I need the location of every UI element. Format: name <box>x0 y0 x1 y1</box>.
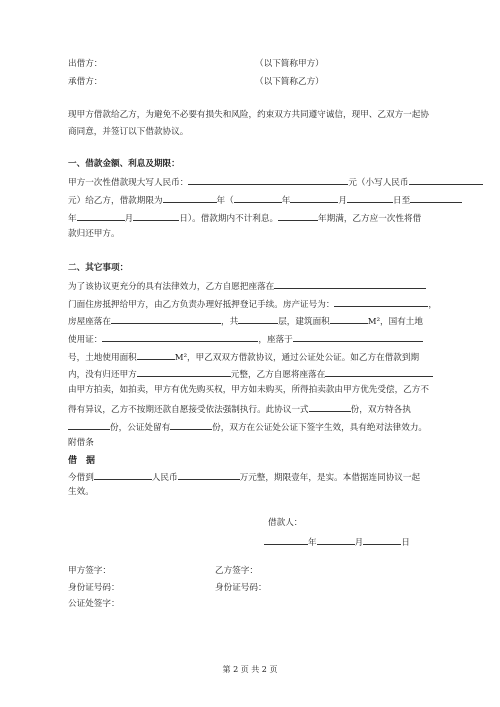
text: 甲方一次性借款现大写人民币： <box>68 178 189 188</box>
intro-line-2: 商同意，并签订以下借款协议。 <box>68 127 189 137</box>
section2-line-2 <box>68 297 437 311</box>
blank <box>137 350 175 360</box>
text: M²，国有土地 <box>367 317 423 327</box>
blank <box>409 175 483 185</box>
text: ，座落于 <box>258 335 293 345</box>
receipt-title: 借 据 <box>68 456 96 466</box>
text: ，共 <box>220 317 239 327</box>
blank <box>77 211 125 221</box>
text: 份，双方特各执 <box>350 405 411 415</box>
text: 房屋座落在 <box>68 317 111 327</box>
attachment-label: 附借条 <box>68 438 94 448</box>
section1-line-3 <box>68 211 421 225</box>
borrower-note: （以下简称乙方） <box>255 77 324 87</box>
party-a-id: 身份证号码： <box>68 583 120 593</box>
blank <box>290 193 338 203</box>
text: 人民币 <box>151 473 178 483</box>
text: 月 <box>338 196 347 206</box>
blank <box>137 367 231 377</box>
blank <box>111 314 221 324</box>
blank <box>163 193 217 203</box>
lender-line <box>68 59 102 70</box>
party-b-id: 身份证号码： <box>215 583 267 593</box>
text: 今借到 <box>68 473 94 483</box>
text: 年期满，乙方应一次性将借 <box>318 214 422 224</box>
text: 万元整，期限壹年，是实。本借据连同协议一起 <box>239 473 421 483</box>
text: 元整，乙方自愿将座落在 <box>230 370 326 380</box>
borrower-label: 承借方： <box>68 77 103 87</box>
borrower-signature-label: 借款人： <box>268 518 303 528</box>
blank <box>293 332 423 342</box>
blank <box>264 535 308 545</box>
blank <box>317 535 355 545</box>
blank <box>102 332 258 342</box>
blank <box>325 367 433 377</box>
text: 元）给乙方，借款期限为 <box>68 196 163 206</box>
section2-line-8 <box>68 402 411 416</box>
blank <box>94 470 152 480</box>
section2-heading: 二、其它事项： <box>68 263 129 273</box>
blank <box>334 297 428 307</box>
blank <box>410 193 462 203</box>
text: 年 <box>281 196 291 206</box>
text: 日 <box>401 538 410 548</box>
blank <box>238 314 278 324</box>
text: 号，土地使用面积 <box>68 353 137 363</box>
blank <box>170 420 212 430</box>
blank <box>68 420 110 430</box>
page-number: 第 2 页 共 2 页 <box>222 665 278 674</box>
text: ， <box>428 300 438 310</box>
blank <box>178 470 240 480</box>
text: 年 <box>308 538 317 548</box>
text: 年 <box>68 214 77 224</box>
notary-signature: 公证处签字： <box>68 599 120 609</box>
text: 使用证： <box>68 335 103 345</box>
blank <box>274 279 426 289</box>
blank <box>188 175 348 185</box>
section2-line-5 <box>68 350 419 364</box>
text: 日至 <box>392 196 411 206</box>
section2-line-9 <box>68 420 427 434</box>
text: 得有异议，乙方不按期还款自愿接受依法强制执行。此协议一式 <box>68 405 309 415</box>
receipt-line-2: 生效。 <box>68 487 94 497</box>
blank <box>278 211 318 221</box>
receipt-date <box>264 535 410 549</box>
text: 层，建筑面积 <box>278 317 330 327</box>
text: 元（小写人民币 <box>348 178 409 188</box>
receipt-line-1 <box>68 470 420 484</box>
blank <box>347 193 393 203</box>
section2-line-6 <box>68 367 433 381</box>
party-a-signature: 甲方签字： <box>68 566 111 576</box>
section2-line-1 <box>68 279 426 293</box>
text: M²，甲乙双双方借款协议，通过公证处公证。如乙方在借款到期 <box>174 353 420 363</box>
lender-note: （以下简称甲方） <box>255 59 324 69</box>
intro-line-1: 现甲方借款给乙方，为避免不必要有损失和风险，约束双方共同遵守诚信，现甲、乙双方一起协 <box>68 110 429 120</box>
section1-line-4: 款归还甲方。 <box>68 229 120 239</box>
section2-line-4 <box>68 332 423 346</box>
text: 日）。借款期内不计利息。 <box>179 214 279 224</box>
blank <box>330 314 368 324</box>
section1-line-1 <box>68 175 483 189</box>
blank <box>309 402 351 412</box>
section2-line-3 <box>68 314 423 328</box>
borrower-line <box>68 77 102 88</box>
text: 月 <box>354 538 364 548</box>
text: 门面住房抵押给甲方，由乙方负责办理好抵押登记手续。房产证号为： <box>68 300 335 310</box>
blank <box>234 193 282 203</box>
party-b-signature: 乙方签字： <box>215 566 258 576</box>
lender-label: 出借方： <box>68 59 103 69</box>
text: 月 <box>124 214 134 224</box>
section1-heading: 一、借款金额、利息及期限： <box>68 159 180 169</box>
text: 为了该协议更充分的具有法律效力，乙方自愿把座落在 <box>68 282 275 292</box>
text: 份，公证处留有 <box>110 423 171 433</box>
text: 份，双方在公证处公证下签字生效，具有绝对法律效力。 <box>212 423 428 433</box>
blank <box>133 211 179 221</box>
text: 年（ <box>216 196 234 206</box>
text: 内，没有归还甲方 <box>68 370 137 380</box>
section2-line-7: 由甲方拍卖，如拍卖，甲方有优先购买权，甲方如未购买，所得拍卖款由甲方优先受偿，乙方不 <box>68 385 429 395</box>
blank <box>363 535 401 545</box>
section1-line-2 <box>68 193 462 207</box>
